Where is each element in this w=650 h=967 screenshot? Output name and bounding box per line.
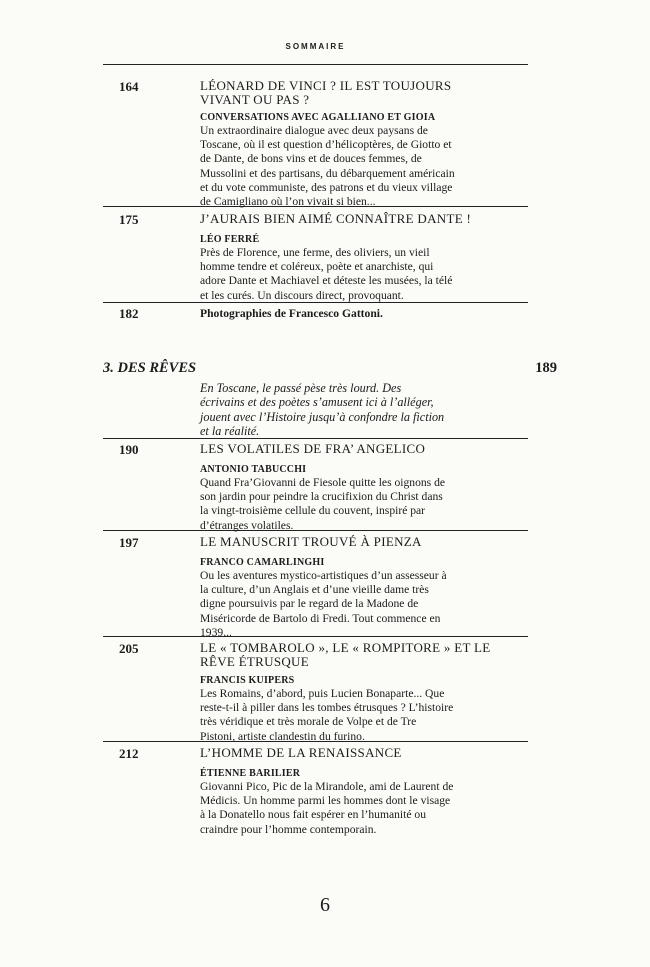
desc-line: à la Donatello nous fait espérer en l’humanité ou [200, 808, 426, 822]
entry-title-line: VIVANT OU PAS ? [200, 92, 310, 107]
entry-title [200, 535, 516, 549]
entry-author: CONVERSATIONS AVEC AGALLIANO ET GIOIA [200, 112, 436, 123]
desc-line: reste-t-il à piller dans les tombes étrusques ? L’histoire [200, 701, 454, 715]
section-heading [103, 360, 557, 377]
desc-line: Mussolini et des partisans, du débarquement américain [200, 166, 455, 180]
entry-page-number: 164 [119, 79, 139, 94]
entry-page-number: 197 [119, 535, 139, 550]
desc-line: Giovanni Pico, Pic de la Mirandole, ami de Laurent de [200, 780, 454, 793]
entry-author: FRANCO CAMARLINGHI [200, 557, 325, 568]
entry-description [200, 476, 516, 533]
desc-line: Les Romains, d’abord, puis Lucien Bonaparte... Que [200, 687, 445, 700]
entry-title [200, 442, 516, 456]
desc-line: Ou les aventures mystico-artistiques d’un assesseur à [200, 569, 447, 582]
desc-line: de Dante, de bons vins et de douces femmes, de [200, 152, 422, 166]
entry-title [200, 641, 516, 669]
entry-description [200, 569, 516, 640]
entry-body [200, 212, 516, 303]
desc-line: adore Dante et Machiavel et déteste les musées, la télé [200, 274, 453, 288]
desc-line: et les curés. Un discours direct, provoquant. [200, 288, 404, 302]
entry-separator [103, 438, 528, 439]
entry-title-line: L’HOMME DE LA RENAISSANCE [200, 745, 402, 760]
section-intro [200, 381, 516, 438]
intro-line: écrivains et des poètes s’amusent ici à l’alléger, [200, 395, 434, 410]
entry-description [200, 124, 516, 209]
page-number: 6 [320, 894, 330, 916]
entry-separator [103, 530, 528, 531]
entry-page-number: 212 [119, 746, 139, 761]
entry-page-number: 175 [119, 212, 139, 227]
entry-body [200, 746, 516, 837]
entry-title-line: J’AURAIS BIEN AIMÉ CONNAÎTRE DANTE ! [200, 211, 472, 226]
entry-title [200, 212, 516, 226]
desc-line: craindre pour l’homme contemporain. [200, 822, 377, 836]
desc-line: et du vote communiste, des patrons et du vieux village [200, 180, 453, 194]
desc-line: homme tendre et coléreux, poète et anarchiste, qui [200, 260, 434, 274]
entry-separator [103, 741, 528, 742]
entry-page-number: 182 [119, 306, 139, 321]
entry-title-line: LE « TOMBAROLO », LE « ROMPITORE » ET LE [200, 640, 491, 655]
entry-body [200, 641, 516, 744]
entry-page-number: 205 [119, 641, 139, 656]
desc-line: Pistoni, artiste clandestin du furino. [200, 729, 365, 743]
desc-line: Près de Florence, une ferme, des oliviers, un vieil [200, 246, 430, 259]
running-header: SOMMAIRE [285, 42, 346, 51]
desc-line: Un extraordinaire dialogue avec deux paysans de [200, 124, 428, 137]
entry-description [200, 780, 516, 837]
entry-separator [103, 302, 528, 303]
entry-body [200, 535, 516, 640]
desc-line: son jardin pour peindre la crucifixion du Christ dans [200, 490, 443, 504]
entry-title [200, 79, 516, 107]
entry-author: ANTONIO TABUCCHI [200, 464, 307, 475]
entry-description [200, 687, 516, 744]
entry-description [200, 246, 516, 303]
desc-line: d’étranges volatiles. [200, 518, 294, 532]
desc-line: Miséricorde de Bartolo di Fredi. Tout commence en [200, 611, 441, 625]
section-title: 3. DES RÊVES [103, 360, 197, 376]
entry-title-line: RÊVE ÉTRUSQUE [200, 654, 309, 669]
entry-title-line: LES VOLATILES DE FRA’ ANGELICO [200, 441, 426, 456]
header-rule [103, 64, 528, 65]
entry-title-line: LE MANUSCRIT TROUVÉ À PIENZA [200, 534, 422, 549]
entry-body [200, 79, 516, 209]
section-page-number: 189 [535, 360, 557, 376]
entry-author: ÉTIENNE BARILIER [200, 768, 301, 779]
desc-line: Toscane, où il est question d’hélicoptères, de Giotto et [200, 138, 452, 152]
entry-separator [103, 636, 528, 637]
desc-line: 1939... [200, 625, 232, 639]
entry-body [200, 442, 516, 533]
desc-line: Médicis. Un homme parmi les hommes dont le visage [200, 794, 451, 808]
desc-line: Quand Fra’Giovanni de Fiesole quitte les oignons de [200, 476, 446, 489]
entry-author: LÉO FERRÉ [200, 234, 260, 245]
desc-line: la culture, d’un Anglais et d’une vieille dame très [200, 583, 429, 597]
intro-line: En Toscane, le passé pèse très lourd. Des [200, 381, 402, 395]
desc-line: très véridique et très morale de Volpe et de Tre [200, 715, 417, 729]
desc-line: digne poursuivis par le regard de la Madone de [200, 597, 419, 611]
desc-line: la vingt-troisième cellule du couvent, inspiré par [200, 504, 426, 518]
entry-page-number: 190 [119, 442, 139, 457]
entry-title [200, 746, 516, 760]
desc-line: de Camigliano où l’on vivait si bien... [200, 195, 376, 209]
entry-photo-credit: Photographies de Francesco Gattoni. [200, 307, 383, 320]
entry-author: FRANCIS KUIPERS [200, 675, 295, 686]
entry-title-line: LÉONARD DE VINCI ? IL EST TOUJOURS [200, 78, 452, 93]
intro-line: jouent avec l’Histoire jusqu’à confondre la fiction [200, 409, 445, 424]
intro-line: et la réalité. [200, 423, 260, 438]
entry-separator [103, 206, 528, 207]
